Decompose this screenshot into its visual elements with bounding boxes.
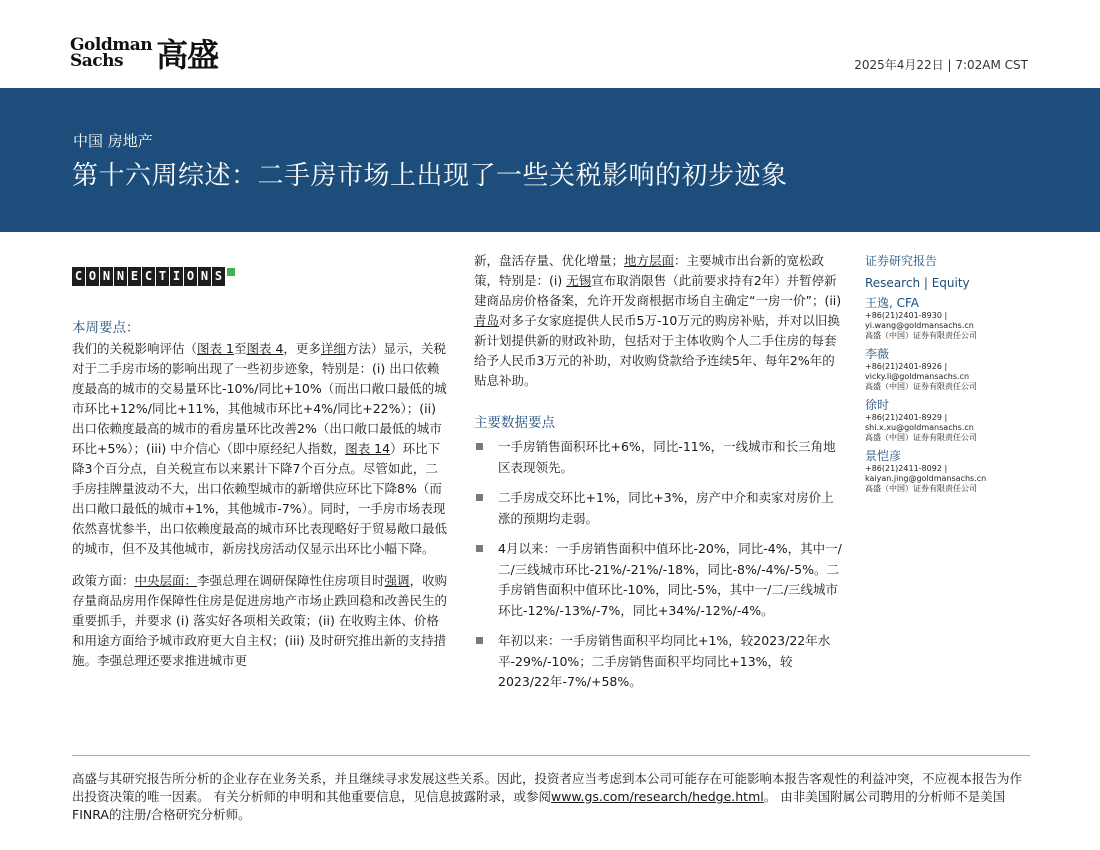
data-points-heading: 主要数据要点 (474, 415, 555, 431)
sidebar-title: 证券研究报告 (865, 254, 938, 268)
square-bullet-icon (476, 545, 483, 552)
square-bullet-icon (476, 637, 483, 644)
analyst-phone: +86(21)2411-8092 | (865, 464, 948, 473)
logo-letter-tile: N (114, 267, 127, 286)
logo-dot-icon (227, 268, 235, 276)
text-span: 宣布取消限售（此前要求持有2年）并暂停新建商品房价格备案，允许开发商根据市场自主确定“一房一价”；(ii) (474, 273, 842, 308)
analyst-firm: 高盛（中国）证券有限责任公司 (865, 433, 977, 442)
footer-divider (72, 755, 1030, 756)
text-span: 至 (233, 341, 247, 356)
bullet-text: 二手房成交环比+1%，同比+3%，房产中介和卖家对房价上涨的预期均走弱。 (498, 490, 834, 526)
text-span: 对多子女家庭提供人民币5万-10万元的购房补贴，并对以旧换新计划提供新的财政补助，包括对于主体收购个人二手住房的每套给予人民币3万元的补助，对收购贷款给予连续5年、每年2%年的贴息补助。 (474, 313, 840, 388)
central-level-link[interactable]: 中央层面： (134, 573, 198, 588)
methodology-link[interactable]: 详细 (320, 341, 346, 356)
analyst-email[interactable]: kaiyan.jing@goldmansachs.cn (865, 474, 987, 483)
logo-letter-tile: E (128, 267, 141, 286)
policy-and-data-column (474, 251, 842, 703)
analyst-firm: 高盛（中国）证券有限责任公司 (865, 331, 977, 340)
text-span: ，更多 (283, 341, 321, 356)
text-span: 。 由非美国附属公司聘用的分析师不是美国FINRA的注册/合格研究分析师。 (72, 789, 1006, 822)
logo-letter-tile: N (100, 267, 113, 286)
exhibit-4-link[interactable]: 图表 4 (246, 341, 284, 356)
logo-letter-tile: C (72, 267, 85, 286)
analyst-card (865, 295, 1045, 341)
logo-letter-tile: O (86, 267, 99, 286)
key-points-paragraph (72, 339, 450, 559)
logo-letter-tile: O (184, 267, 197, 286)
hedge-disclosure-link[interactable]: www.gs.com/research/hedge.html (550, 789, 764, 804)
analyst-email[interactable]: shi.x.xu@goldmansachs.cn (865, 423, 974, 432)
exhibit-1-link[interactable]: 图表 1 (197, 341, 234, 356)
text-span: 李强总理在调研保障性住房项目时 (197, 573, 385, 588)
summary-column (72, 318, 450, 671)
emphasis-link[interactable]: 强调 (384, 573, 410, 588)
bullet-text: 年初以来：一手房销售面积平均同比+1%，较2023/22年水平-29%/-10%；二手房销售面积平均同比+13%，较2023/22年-7%/+58%。 (498, 633, 831, 689)
text-span: 高盛与其研究报告所分析的企业存在业务关系，并且继续寻求发展这些关系。因此，投资者应当考虑到本公司可能存在可能影响本报告客观性的利益冲突，不应视本报告为作出投资决策的唯一因素。 有关分析师的申明和其他重要信息，见信息披露附录，或参阅 (72, 771, 1023, 804)
analyst-phone: +86(21)2401-8929 | (865, 413, 948, 422)
local-level-link[interactable]: 地方层面 (624, 253, 675, 268)
list-item (474, 437, 842, 478)
policy-continued-paragraph (474, 251, 842, 391)
list-item (474, 539, 842, 621)
square-bullet-icon (476, 443, 483, 450)
analyst-name: 王逸, CFA (865, 296, 920, 310)
list-item (474, 631, 842, 693)
analyst-card (865, 346, 1045, 392)
report-dateline: 2025年4月22日 | 7:02AM CST (854, 58, 1028, 72)
analyst-name: 景恺彦 (865, 449, 902, 463)
analyst-firm: 高盛（中国）证券有限责任公司 (865, 382, 977, 391)
logo-en-line1: Goldman (70, 35, 153, 55)
logo-letter-tile: N (198, 267, 211, 286)
disclaimer-text (72, 770, 1034, 824)
analyst-phone: +86(21)2401-8930 | (865, 311, 948, 320)
logo-english (70, 37, 152, 69)
report-category: 中国 房地产 (73, 132, 153, 150)
bullet-text: 4月以来：一手房销售面积中值环比-20%，同比-4%，其中一/二/三线城市环比-21%/-21%/-18%，同比-8%/-4%/-5%。二手房销售面积中值环比-10%，同比-5%，其中一/二/三线城市环比-12%/-13%/-7%，同比+34%/-12%/-4%。 (498, 541, 842, 618)
analyst-name: 李薇 (865, 347, 890, 361)
logo-letter-tile: C (142, 267, 155, 286)
bullet-text: 一手房销售面积环比+6%，同比-11%，一线城市和长三角地区表现领先。 (498, 439, 836, 475)
sidebar-subtitle: Research | Equity (865, 276, 970, 290)
policy-paragraph (72, 571, 450, 671)
connections-series-logo (72, 267, 235, 286)
text-span: ，收购存量商品房用作保障性住房是促进房地产市场止跌回稳和改善民生的重要抓手，并要求 (i) 落实好各项相关政策；(ii) 在收购主体、价格和用途方面给予城市政府更大自主权；(iii) 及时研究推出新的支持措施。李强总理还要求推进城市更 (72, 573, 448, 668)
text-span: ）环比下降3个百分点，自关税宣布以来累计下降7个百分点。尽管如此，二手房挂牌量波动不大，出口依赖型城市的新增供应环比下降8%（而出口敞口最低的城市+1%，其他城市-7%）。同时，一手房市场表现依然喜忧参半，出口依赖度最高的城市环比表现略好于贸易敞口最低的城市，但不及其他城市，新房找房活动仅显示出环比小幅下降。 (72, 441, 448, 556)
text-span: 新，盘活存量、优化增量； (474, 253, 625, 268)
logo-chinese: 高盛 (156, 36, 219, 74)
analyst-card (865, 448, 1045, 494)
wuxi-link[interactable]: 无锡 (566, 273, 592, 288)
text-span: 我们的关税影响评估（ (72, 341, 198, 356)
data-points-list (474, 437, 842, 693)
analyst-name: 徐时 (865, 398, 890, 412)
text-span: ：主要城市出台新的宽松政策，特别是：(i) (474, 253, 825, 288)
exhibit-14-link[interactable]: 图表 14 (345, 441, 391, 456)
logo-letter-tile: S (212, 267, 225, 286)
goldman-sachs-logo (70, 30, 218, 76)
report-title: 第十六周综述：二手房市场上出现了一些关税影响的初步迹象 (72, 161, 788, 191)
list-item (474, 488, 842, 529)
square-bullet-icon (476, 494, 483, 501)
logo-letter-tile: T (156, 267, 169, 286)
text-span: 方法）显示，关税对于二手房市场的影响出现了一些初步迹象，特别是：(i) 出口依赖度最高的城市的交易量环比-10%/同比+10%（而出口敞口最低的城市环比+12%/同比+11%，其他城市环比+4%/同比+22%）；(ii) 出口依赖度最高的城市的看房量环比改善2%（出口敞口最低的城市环比+5%）；(iii) 中介信心（即中原经纪人指数， (72, 341, 447, 456)
analyst-phone: +86(21)2401-8926 | (865, 362, 948, 371)
logo-letter-tile: I (170, 267, 183, 286)
analyst-sidebar (865, 252, 1045, 494)
summary-heading: 本周要点： (72, 320, 140, 336)
text-span: 政策方面： (72, 573, 135, 588)
analyst-email[interactable]: vicky.li@goldmansachs.cn (865, 372, 970, 381)
analyst-email[interactable]: yi.wang@goldmansachs.cn (865, 321, 974, 330)
analyst-firm: 高盛（中国）证券有限责任公司 (865, 484, 977, 493)
logo-en-line2: Sachs (70, 51, 124, 71)
qingdao-link[interactable]: 青岛 (474, 313, 500, 328)
analyst-card (865, 397, 1045, 443)
